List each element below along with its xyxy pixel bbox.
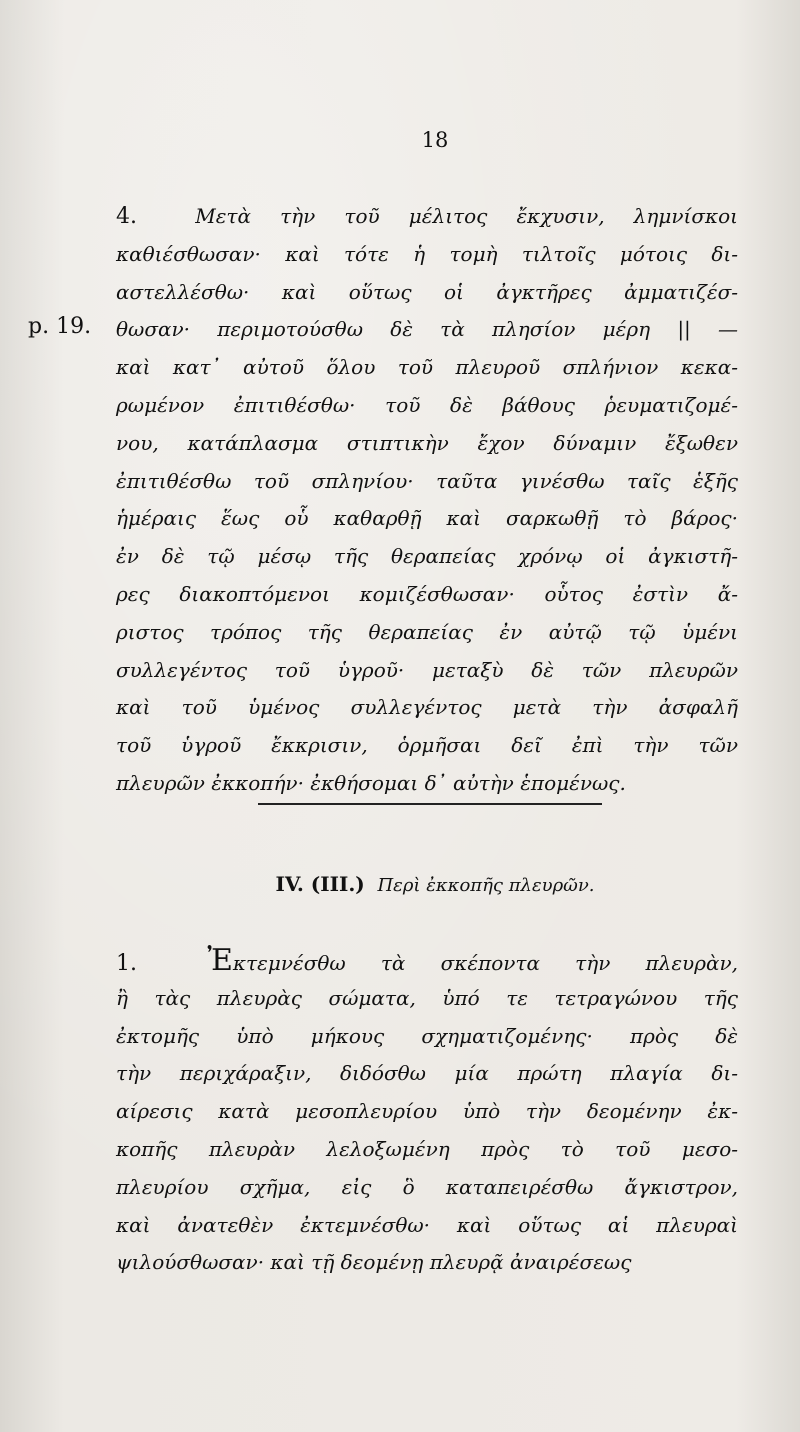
page-number: 18 <box>421 128 449 152</box>
text-line: συλλεγέντος τοῦ ὑγροῦ· μεταξὺ δὲ τῶν πλευρῶν <box>116 657 738 682</box>
text-line: καὶ ἀνατεθὲν ἐκτεμνέσθω· καὶ οὕτως αἱ πλευραὶ <box>116 1212 738 1237</box>
text-line: ριστος τρόπος τῆς θεραπείας ἐν αὐτῷ τῷ ὑμένι <box>116 619 738 644</box>
paragraph-number: 4. <box>116 204 137 229</box>
text-line: πλευρίου σχῆμα, εἰς ὃ καταπειρέσθω ἄγκιστρον, <box>116 1174 738 1199</box>
text-line: αστελλέσθω· καὶ οὕτως οἱ ἀγκτῆρες ἀμματιζέσ- <box>116 279 738 304</box>
text-line: ἐκτομῆς ὑπὸ μήκους σχηματιζομένης· πρὸς δὲ <box>116 1023 738 1048</box>
drop-initial: Ἐ <box>207 943 233 978</box>
text-line: αίρεσις κατὰ μεσοπλευρίου ὑπὸ τὴν δεομένην ἐκ- <box>116 1099 738 1124</box>
text-line: ρες διακοπτόμενοι κομιζέσθωσαν· οὗτος ἐστὶν ἄ- <box>116 581 738 606</box>
section-number: IV. (III.) <box>275 872 365 896</box>
text-line: ἐν δὲ τῷ μέσῳ τῆς θεραπείας χρόνῳ οἱ ἀγκιστῆ- <box>116 544 738 569</box>
text-line: κοπῆς πλευρὰν λελοξωμένη πρὸς τὸ τοῦ μεσο- <box>116 1136 738 1161</box>
section-title: Περὶ ἐκκοπῆς πλευρῶν. <box>377 875 595 896</box>
text-line: ἡμέραις ἕως οὗ καθαρθῇ καὶ σαρκωθῇ τὸ βάρος· <box>116 506 738 531</box>
text-line: ἐπιτιθέσθω τοῦ σπληνίου· ταῦτα γινέσθω ταῖς ἑξῆς <box>116 468 738 493</box>
text-line: θωσαν· περιμοτούσθω δὲ τὰ πλησίον μέρη || — <box>116 317 738 342</box>
section-divider <box>258 803 602 805</box>
text-line: νου, κατάπλασμα στιπτικὴν ἔχον δύναμιν ἔξωθεν <box>116 430 738 455</box>
text-line: ψιλούσθωσαν· καὶ τῇ δεομένῃ πλευρᾷ ἀναιρέσεως <box>116 1250 632 1275</box>
section-heading <box>0 872 800 896</box>
text-line: 4. Μετὰ τὴν τοῦ μέλιτος ἔκχυσιν, λημνίσκοι <box>116 204 738 229</box>
text-line: ἢ τὰς πλευρὰς σώματα, ὑπό τε τετραγώνου τῆς <box>116 985 738 1010</box>
text-line: τὴν περιχάραξιν, διδόσθω μία πρώτη πλαγία δι- <box>116 1061 738 1086</box>
text-line: 1. Ἐκτεμνέσθω τὰ σκέποντα τὴν πλευρὰν, <box>116 943 738 978</box>
text-line: πλευρῶν ἐκκοπήν· ἐκθήσομαι δ᾽ αὐτὴν ἑπομένως. <box>116 770 626 795</box>
paragraph-4 <box>116 198 738 803</box>
margin-page-reference: p. 19. <box>28 314 92 339</box>
text-line: τοῦ ὑγροῦ ἔκκρισιν, ὁρμῆσαι δεῖ ἐπὶ τὴν τῶν <box>116 733 738 758</box>
text-line: ρωμένον ἐπιτιθέσθω· τοῦ δὲ βάθους ῥευματιζομέ- <box>116 392 738 417</box>
text-line: καὶ τοῦ ὑμένος συλλεγέντος μετὰ τὴν ἀσφαλῆ <box>116 695 738 720</box>
text-line: καθιέσθωσαν· καὶ τότε ἡ τομὴ τιλτοῖς μότοις δι- <box>116 241 738 266</box>
text-line: καὶ κατ᾽ αὐτοῦ ὅλου τοῦ πλευροῦ σπλήνιον κεκα- <box>116 355 738 380</box>
paragraph-number: 1. <box>116 951 137 976</box>
paragraph-1 <box>116 942 738 1282</box>
